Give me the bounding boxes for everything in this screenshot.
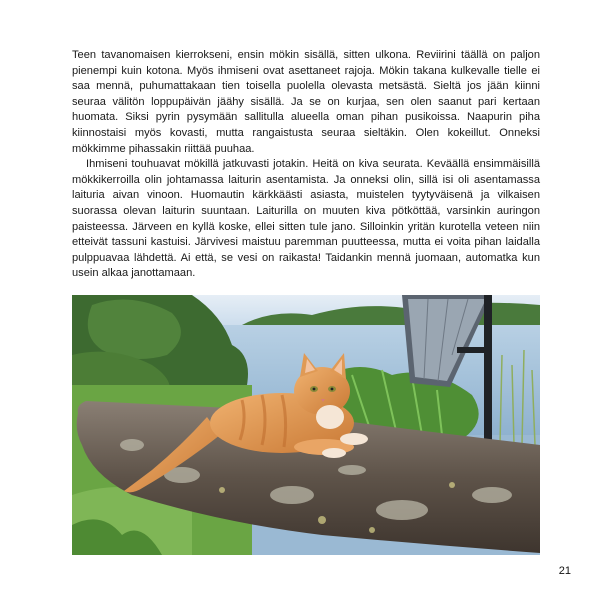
page-number: 21	[558, 565, 571, 577]
paragraph-2: Ihmiseni touhuavat mökillä jatkuvasti jotakin. Heitä on kiva seurata. Keväällä ensimmäisillä mökkikerroilla olin johtamassa laiturin asentamista. Ja onneksi olin, sillä isi oli asentamassa laituria aivan vinoon. Huomautin kärkkäästi asiasta, muistelen tyytyväisenä ja vilkaisen suorassa olevan laiturin suuntaan. Laiturilla on muuten kiva pötköttää, varsinkin auringon paisteessa. Järveen en kyllä koske, ellei sitten tule jano. Silloinkin yritän kurotella veteen niin etteivät tassuni kastuisi. Järvivesi maistuu paremman puutteessa, mutta ei voita pihan laidalla pulppuavaa lähdettä. Ai että, se vesi on raikasta! Taidankin mennä juomaan, automatka kun usein alkaa janottamaan.	[72, 158, 540, 280]
cat-on-log-photo	[72, 295, 540, 555]
body-text	[72, 48, 540, 282]
paragraph-1: Teen tavanomaisen kierrokseni, ensin mökin sisällä, sitten ulkona. Reviirini täällä on paljon pienempi kuin kotona. Myös ihmiseni ovat asettaneet rajoja. Mökin takana kulkevalle tielle ei saa mennä, puhumattakaan tien toisella puolella olevasta metsästä. Sieltä jos jään kiinni seuraa välitön loppupäivän jäähy sisällä. Ja se on kurjaa, sen olen saanut pari kertaan huomata. Siksi pyrin pysymään sallitulla alueella oman pihan pusikoissa. Naapurin piha kiinnostaisi myös kovasti, mutta rangaistusta seuraa sieltäkin. Olen kokeillut. Onneksi mökkimme pihassakin riittää puuhaa.	[72, 49, 540, 155]
photo-illustration	[72, 295, 540, 555]
